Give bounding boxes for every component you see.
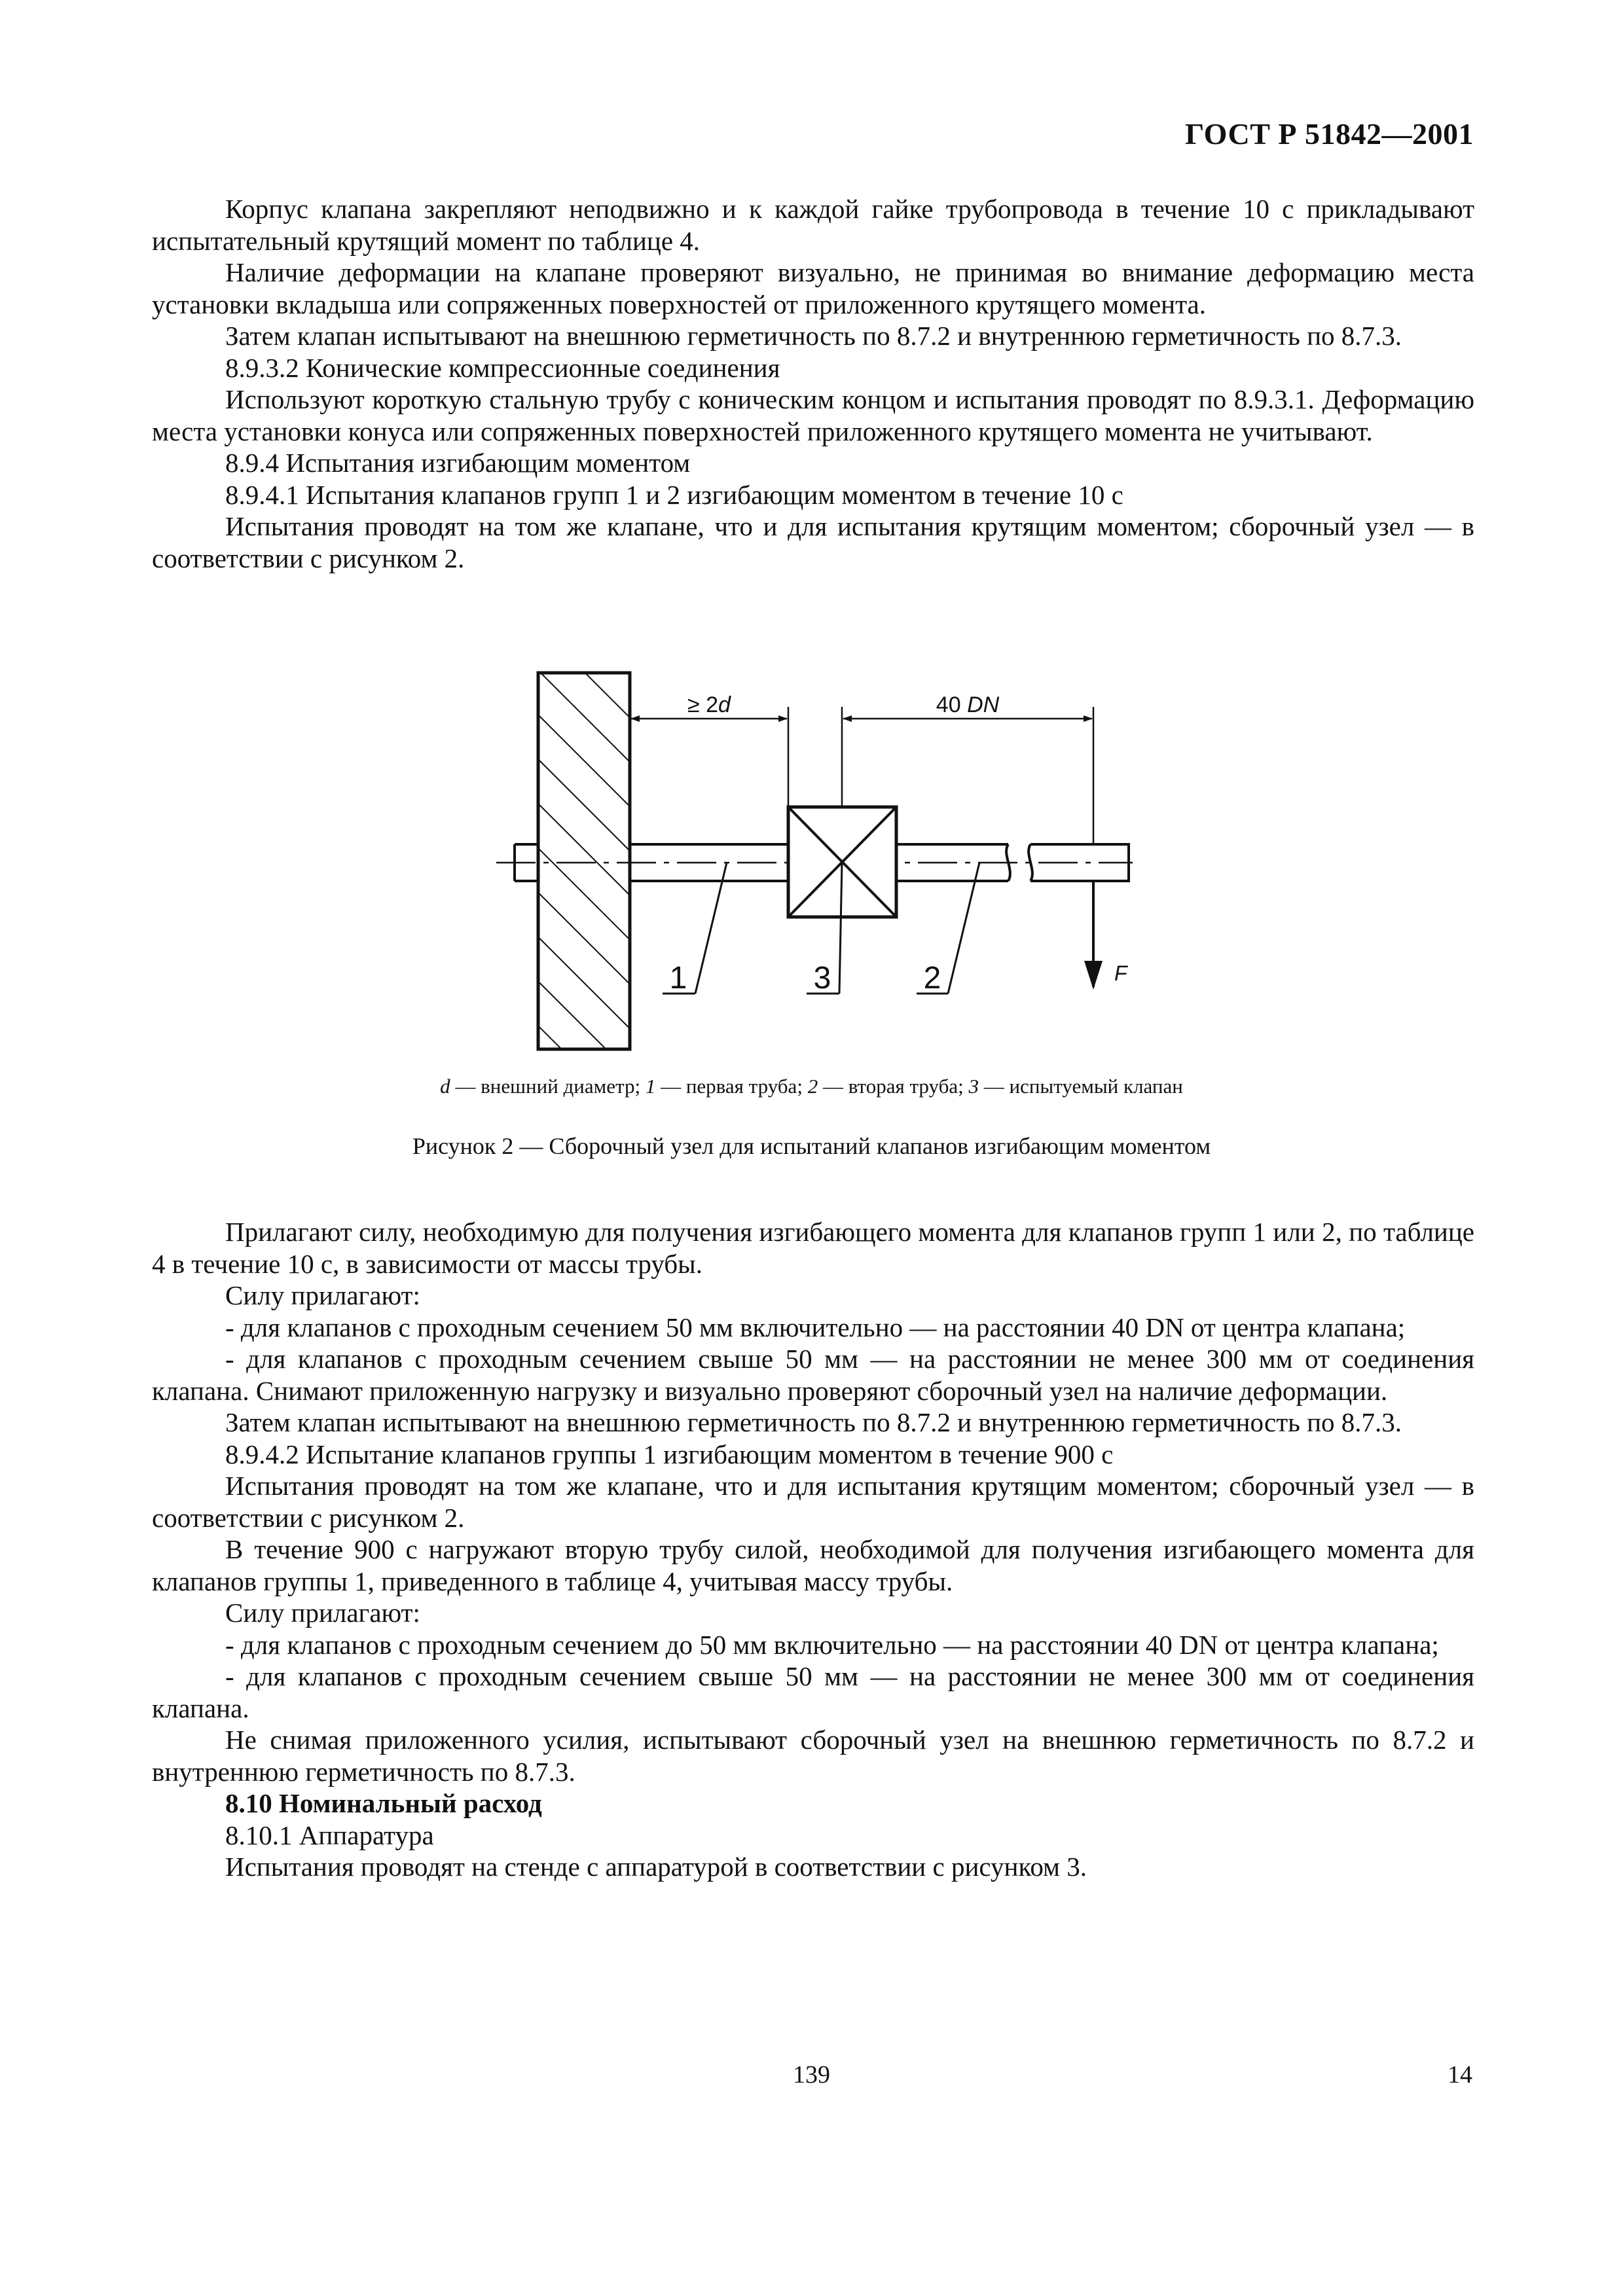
paragraph: Испытания проводят на том же клапане, что и для испытания крутящим моментом; сборочный узел — в соответствии с рисунком 2. [152,511,1474,573]
section-heading: 8.9.3.2 Конические компрессионные соединения [225,352,780,383]
paragraph: Силу прилагают: [225,1598,420,1628]
text-block-bottom [152,1216,1474,1883]
paragraph: Не снимая приложенного усилия, испытывают сборочный узел на внешнюю герметичность по 8.7.2 и внутреннюю герметичность по 8.7.3. [152,1725,1474,1787]
paragraph: Наличие деформации на клапане проверяют визуально, не принимая во внимание деформацию места установки вкладыша или сопряженных поверхностей от приложенного крутящего момента. [152,257,1474,319]
list-item: - для клапанов с проходным сечением до 50 мм включительно — на расстоянии 40 DN от центра клапана; [225,1629,1439,1660]
list-item: - для клапанов с проходным сечением свыше 50 мм — на расстоянии не менее 300 мм от соединения клапана. Снимают приложенную нагрузку и визуально проверяют сборочный узел на наличие деформации. [152,1344,1474,1406]
paragraph: Используют короткую стальную трубу с коническим концом и испытания проводят по 8.9.3.1. Деформацию места установки конуса или сопряженных поверхностей приложенного крутящего момента не учитывают. [152,384,1474,446]
paragraph: В течение 900 с нагружают вторую трубу силой, необходимой для получения изгибающего момента для клапанов группы 1, приведенного в таблице 4, учитывая массу трубы. [152,1534,1474,1596]
section-heading: 8.9.4.2 Испытание клапанов группы 1 изгибающим моментом в течение 900 с [225,1439,1114,1469]
section-heading: 8.9.4 Испытания изгибающим моментом [225,448,691,478]
dimension-label-right: 40 DN [936,692,1000,717]
section-heading: 8.9.4.1 Испытания клапанов групп 1 и 2 изгибающим моментом в течение 10 с [225,479,1123,510]
hatched-wall [538,673,630,1049]
paragraph: Силу прилагают: [225,1280,420,1310]
paragraph: Испытания проводят на стенде с аппаратурой в соответствии с рисунком 3. [225,1852,1087,1882]
paragraph: Прилагают силу, необходимую для получения изгибающего момента для клапанов групп 1 или 2, по таблице 4 в течение 10 с, в зависимости от массы трубы. [152,1217,1474,1279]
list-item: - для клапанов с проходным сечением 50 мм включительно — на расстоянии 40 DN от центра клапана; [225,1312,1406,1342]
list-item: - для клапанов с проходным сечением свыше 50 мм — на расстоянии не менее 300 мм от соединения клапана. [152,1661,1474,1723]
dimension-label-left: ≥ 2d [687,692,731,717]
figure-legend: d — внешний диаметр; 1 — первая труба; 2 — вторая труба; 3 — испытуемый клапан [440,1075,1183,1098]
paragraph: Затем клапан испытывают на внешнюю герметичность по 8.7.2 и внутреннюю герметичность по 8.7.3. [225,1407,1402,1437]
standard-header: ГОСТ Р 51842—2001 [1185,117,1474,151]
section-heading-bold: 8.10 Номинальный расход [225,1788,542,1818]
paragraph: Испытания проводят на том же клапане, что и для испытания крутящим моментом; сборочный узел — в соответствии с рисунком 2. [152,1471,1474,1533]
force-label: F [1114,961,1127,985]
figure-caption: Рисунок 2 — Сборочный узел для испытаний клапанов изгибающим моментом [412,1133,1211,1159]
label-2: 2 [923,961,941,996]
paragraph: Затем клапан испытывают на внешнюю герметичность по 8.7.2 и внутреннюю герметичность по 8.7.3. [225,321,1402,351]
page-number-right: 14 [1448,2061,1472,2089]
page-number-center: 139 [793,2061,830,2089]
paragraph: Корпус клапана закрепляют неподвижно и к каждой гайке трубопровода в течение 10 с прикладывают испытательный крутящий момент по таблице 4. [152,194,1474,256]
label-3: 3 [813,961,831,996]
label-1: 1 [669,961,687,996]
section-heading: 8.10.1 Аппаратура [225,1820,434,1850]
